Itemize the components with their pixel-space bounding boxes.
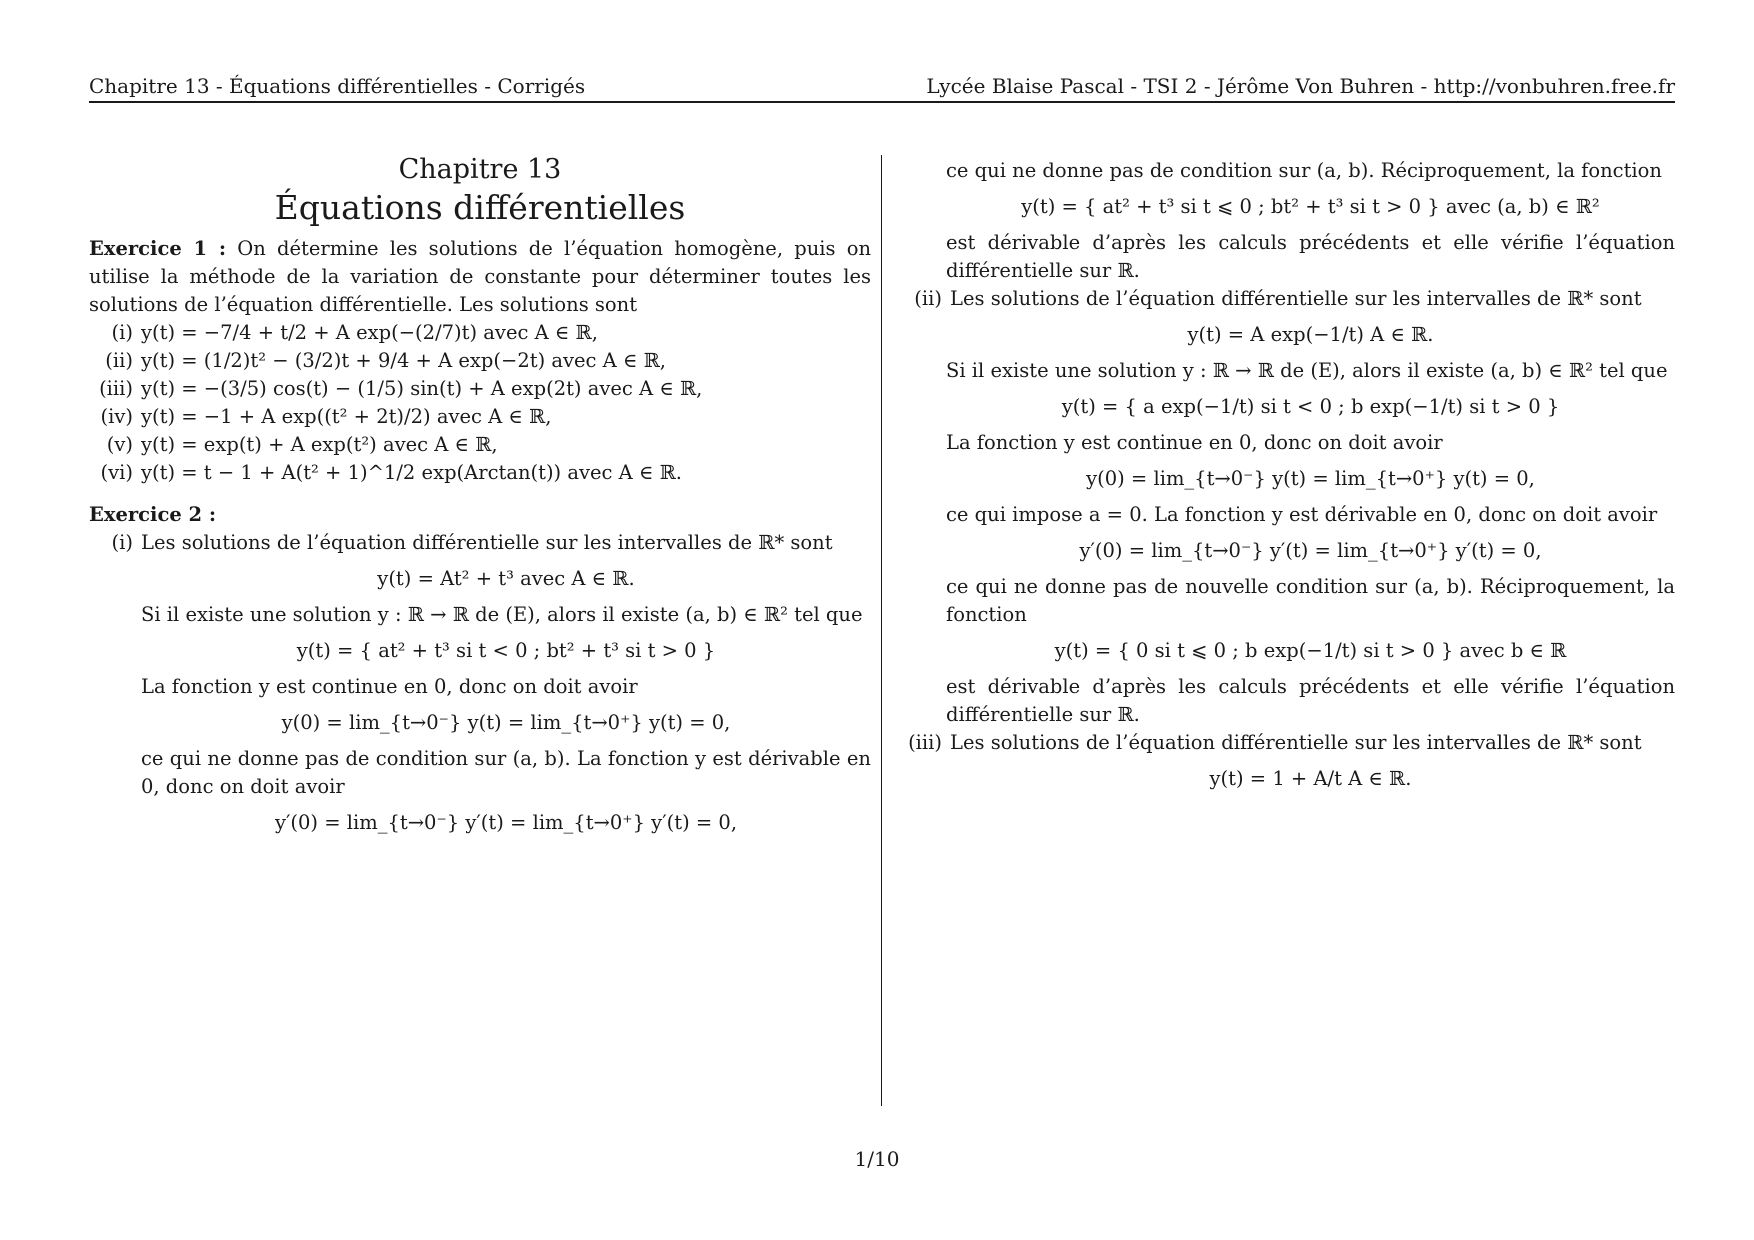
display-equation: y(t) = { a exp(−1/t) si t < 0 ; b exp(−1/t) si t > 0 } xyxy=(1061,395,1560,418)
item-label: (ii) xyxy=(105,349,133,372)
solution-item xyxy=(89,459,871,487)
paragraph: ce qui ne donne pas de condition sur (a, b). La fonction y est dérivable en 0, donc on doit avoir xyxy=(141,747,871,798)
paragraph: ce qui ne donne pas de condition sur (a, b). Réciproquement, la fonction xyxy=(946,159,1662,182)
display-equation: y(t) = { at² + t³ si t < 0 ; bt² + t³ si t > 0 } xyxy=(296,639,716,662)
paragraph: Si il existe une solution y : ℝ → ℝ de (E), alors il existe (a, b) ∈ ℝ² tel que xyxy=(141,603,863,626)
paragraph: est dérivable d’après les calculs précédents et elle vérifie l’équation différentielle sur ℝ. xyxy=(946,675,1675,726)
item-label: (v) xyxy=(106,433,133,456)
part-ii-heading xyxy=(898,285,1675,313)
exercise-1-text: On détermine les solutions de l’équation homogène, puis on utilise la méthode de la variation de constante pour déterminer toutes les solutions de l’équation différentielle. Les solutions sont xyxy=(89,237,872,316)
item-label: (ii) xyxy=(914,287,942,310)
display-equation: y(t) = 1 + A/t A ∈ ℝ. xyxy=(1209,767,1412,790)
display-equation: y(t) = At² + t³ avec A ∈ ℝ. xyxy=(377,567,635,590)
solution-formula: y(t) = exp(t) + A exp(t²) avec A ∈ ℝ, xyxy=(141,433,498,456)
solution-formula: y(t) = −1 + A exp((t² + 2t)/2) avec A ∈ ℝ, xyxy=(141,405,552,428)
page-number: 1/10 xyxy=(854,1147,900,1171)
paragraph: La fonction y est continue en 0, donc on doit avoir xyxy=(946,431,1443,454)
paragraph: La fonction y est continue en 0, donc on doit avoir xyxy=(141,675,638,698)
display-equation: y(0) = lim_{t→0⁻} y(t) = lim_{t→0⁺} y(t) = 0, xyxy=(281,711,731,734)
exercise-2-label: Exercice 2 : xyxy=(89,503,217,526)
solution-formula: y(t) = (1/2)t² − (3/2)t + 9/4 + A exp(−2t) avec A ∈ ℝ, xyxy=(141,349,666,372)
part-iii-heading xyxy=(898,729,1675,757)
display-equation: y(t) = { at² + t³ si t ⩽ 0 ; bt² + t³ si t > 0 } avec (a, b) ∈ ℝ² xyxy=(1021,195,1600,218)
paragraph: Les solutions de l’équation différentielle sur les intervalles de ℝ* sont xyxy=(141,531,833,554)
running-header-right: Lycée Blaise Pascal - TSI 2 - Jérôme Von Buhren - http://vonbuhren.free.fr xyxy=(926,74,1675,98)
right-column xyxy=(898,157,1675,801)
item-label: (i) xyxy=(111,531,133,554)
paragraph: Si il existe une solution y : ℝ → ℝ de (E), alors il existe (a, b) ∈ ℝ² tel que xyxy=(946,359,1668,382)
solution-item xyxy=(89,403,871,431)
display-equation: y(t) = A exp(−1/t) A ∈ ℝ. xyxy=(1187,323,1434,346)
item-label: (iii) xyxy=(908,731,942,754)
part-i-heading xyxy=(89,529,871,557)
solution-item xyxy=(89,347,871,375)
chapter-title: Équations différentielles xyxy=(274,188,686,227)
display-equation: y(0) = lim_{t→0⁻} y(t) = lim_{t→0⁺} y(t) = 0, xyxy=(1086,467,1535,490)
paragraph: ce qui impose a = 0. La fonction y est dérivable en 0, donc on doit avoir xyxy=(946,503,1658,526)
solution-item xyxy=(89,375,871,403)
solution-item xyxy=(89,431,871,459)
header-rule xyxy=(89,101,1675,103)
solution-item xyxy=(89,319,871,347)
paragraph: Les solutions de l’équation différentielle sur les intervalles de ℝ* sont xyxy=(950,731,1642,754)
display-equation: y′(0) = lim_{t→0⁻} y′(t) = lim_{t→0⁺} y′(t) = 0, xyxy=(1079,539,1542,562)
item-label: (i) xyxy=(111,321,133,344)
paragraph: ce qui ne donne pas de nouvelle condition sur (a, b). Réciproquement, la fonction xyxy=(946,575,1675,626)
left-column xyxy=(89,153,871,845)
solution-formula: y(t) = −7/4 + t/2 + A exp(−(2/7)t) avec A ∈ ℝ, xyxy=(141,321,598,344)
item-label: (vi) xyxy=(100,461,133,484)
running-header-left: Chapitre 13 - Équations différentielles - Corrigés xyxy=(89,74,586,98)
item-label: (iv) xyxy=(100,405,133,428)
solution-formula: y(t) = −(3/5) cos(t) − (1/5) sin(t) + A exp(2t) avec A ∈ ℝ, xyxy=(141,377,703,400)
exercise-1-intro xyxy=(89,235,871,319)
exercise-1-label: Exercice 1 : xyxy=(89,237,227,260)
paragraph: Les solutions de l’équation différentielle sur les intervalles de ℝ* sont xyxy=(950,287,1642,310)
display-equation: y(t) = { 0 si t ⩽ 0 ; b exp(−1/t) si t > 0 } avec b ∈ ℝ xyxy=(1054,639,1567,662)
paragraph: est dérivable d’après les calculs précédents et elle vérifie l’équation différentielle sur ℝ. xyxy=(946,231,1675,282)
solution-formula: y(t) = t − 1 + A(t² + 1)^1/2 exp(Arctan(t)) avec A ∈ ℝ. xyxy=(141,461,682,484)
column-separator xyxy=(881,155,882,1106)
display-equation: y′(0) = lim_{t→0⁻} y′(t) = lim_{t→0⁺} y′(t) = 0, xyxy=(274,811,738,834)
item-label: (iii) xyxy=(99,377,133,400)
chapter-number: Chapitre 13 xyxy=(398,154,562,185)
